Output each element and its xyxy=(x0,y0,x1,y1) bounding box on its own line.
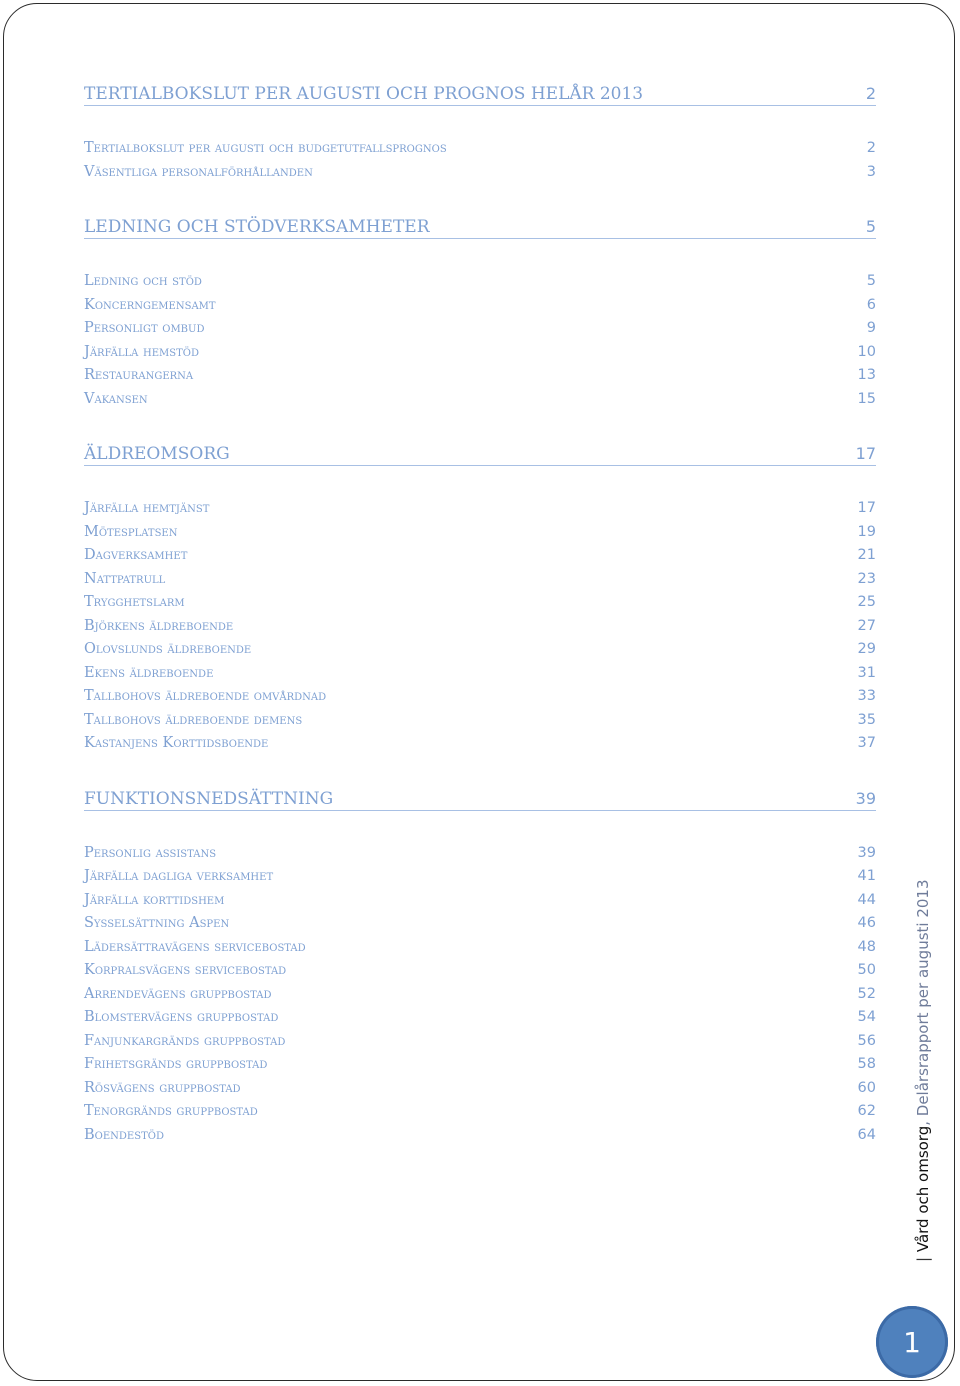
toc-entry-label: Kastanjens Korttidsboende xyxy=(84,735,269,751)
toc-section-heading[interactable] xyxy=(84,789,876,811)
toc-entry-page: 9 xyxy=(866,320,876,336)
toc-entry-page: 39 xyxy=(857,844,876,861)
toc-entry-page: 33 xyxy=(857,688,876,704)
toc-entry-label: Ekens äldreboende xyxy=(84,664,214,681)
toc-entry[interactable] xyxy=(84,1053,876,1077)
heading-spacer xyxy=(84,466,876,497)
toc-section-heading[interactable] xyxy=(84,444,876,466)
side-divider: | xyxy=(914,1256,932,1262)
toc-entry[interactable] xyxy=(84,161,876,185)
toc-entry[interactable] xyxy=(84,568,876,592)
toc-entry-page: 56 xyxy=(857,1032,876,1049)
toc-entry-label: Väsentliga personalförhållanden xyxy=(84,163,313,180)
toc-entry-label: Personlig assistans xyxy=(84,844,217,861)
toc-entry-label: Dagverksamhet xyxy=(84,547,188,563)
table-of-contents xyxy=(84,84,876,1147)
section-spacer xyxy=(84,756,876,789)
toc-entry[interactable] xyxy=(84,341,876,365)
toc-entry[interactable] xyxy=(84,1030,876,1054)
toc-section-title: ÄLDREOMSORG xyxy=(84,444,230,464)
section-spacer xyxy=(84,411,876,444)
toc-section-page: 5 xyxy=(865,217,876,236)
toc-section-heading[interactable] xyxy=(84,84,876,106)
toc-entry[interactable] xyxy=(84,1077,876,1101)
toc-entry[interactable] xyxy=(84,959,876,983)
toc-section-page: 2 xyxy=(865,84,876,103)
toc-entry-page: 46 xyxy=(857,915,876,931)
toc-entry[interactable] xyxy=(84,709,876,733)
toc-entry-page: 31 xyxy=(857,664,876,681)
page-number: 1 xyxy=(903,1325,921,1359)
toc-entry[interactable] xyxy=(84,865,876,889)
toc-entry-label: Koncerngemensamt xyxy=(84,296,216,313)
toc-entry-page: 2 xyxy=(866,140,876,156)
toc-entry-page: 10 xyxy=(857,343,876,360)
toc-entry-page: 29 xyxy=(857,641,876,657)
toc-entry-label: Arrendevägens gruppbostad xyxy=(84,985,272,1002)
toc-entry-page: 54 xyxy=(857,1009,876,1025)
toc-entry-label: Vakansen xyxy=(84,390,148,407)
toc-entry-label: Frihetsgränds gruppbostad xyxy=(84,1056,268,1072)
toc-entry[interactable] xyxy=(84,662,876,686)
toc-entry[interactable] xyxy=(84,912,876,936)
toc-entry[interactable] xyxy=(84,270,876,294)
toc-entry-label: Boendestöd xyxy=(84,1126,164,1143)
toc-entry-page: 15 xyxy=(857,390,876,407)
toc-entry-label: Blomstervägens gruppbostad xyxy=(84,1009,279,1025)
toc-entry[interactable] xyxy=(84,317,876,341)
toc-entry[interactable] xyxy=(84,388,876,412)
toc-entry-label: Rösvägens gruppbostad xyxy=(84,1079,241,1096)
toc-entry-label: Nattpatrull xyxy=(84,570,166,587)
toc-entry-page: 21 xyxy=(857,547,876,563)
toc-entry[interactable] xyxy=(84,1006,876,1030)
toc-entry-page: 58 xyxy=(857,1056,876,1072)
department-name: Vård och omsorg xyxy=(914,1125,932,1253)
toc-entry-label: Järfälla hemstöd xyxy=(84,343,199,360)
heading-spacer xyxy=(84,811,876,842)
toc-entry-label: Olovslunds äldreboende xyxy=(84,641,252,657)
toc-entry[interactable] xyxy=(84,842,876,866)
toc-entry-label: Mötesplatsen xyxy=(84,523,178,540)
toc-entry-page: 13 xyxy=(857,367,876,383)
toc-entry-page: 23 xyxy=(857,570,876,587)
page-number-badge xyxy=(876,1306,948,1378)
toc-entry[interactable] xyxy=(84,936,876,960)
toc-entry-label: Restaurangerna xyxy=(84,367,194,383)
toc-entry-label: Björkens äldreboende xyxy=(84,617,234,634)
toc-entry[interactable] xyxy=(84,521,876,545)
toc-entry[interactable] xyxy=(84,1124,876,1148)
toc-section-heading[interactable] xyxy=(84,217,876,239)
toc-entry[interactable] xyxy=(84,137,876,161)
toc-entry-page: 37 xyxy=(857,735,876,751)
toc-entry-page: 35 xyxy=(857,711,876,728)
toc-entry[interactable] xyxy=(84,591,876,615)
report-title: , Delårsrapport per augusti 2013 xyxy=(914,879,932,1126)
heading-spacer xyxy=(84,106,876,137)
toc-entry[interactable] xyxy=(84,544,876,568)
toc-entry-page: 41 xyxy=(857,868,876,884)
toc-entry[interactable] xyxy=(84,638,876,662)
toc-entry-page: 62 xyxy=(857,1103,876,1119)
toc-entry-page: 5 xyxy=(866,273,876,289)
toc-entry[interactable] xyxy=(84,889,876,913)
toc-entry[interactable] xyxy=(84,497,876,521)
toc-entry-page: 25 xyxy=(857,594,876,610)
toc-entry[interactable] xyxy=(84,685,876,709)
toc-entry-page: 19 xyxy=(857,523,876,540)
toc-entry[interactable] xyxy=(84,983,876,1007)
toc-entry-page: 48 xyxy=(857,938,876,955)
toc-section-title: LEDNING OCH STÖDVERKSAMHETER xyxy=(84,217,430,237)
toc-entry[interactable] xyxy=(84,364,876,388)
toc-entry-page: 17 xyxy=(857,500,876,516)
toc-entry-label: Lädersättravägens servicebostad xyxy=(84,938,306,955)
toc-entry-page: 6 xyxy=(866,296,876,313)
toc-entry-label: Tertialbokslut per augusti och budgetutfallsprognos xyxy=(84,140,447,156)
toc-entry-page: 52 xyxy=(857,985,876,1002)
heading-spacer xyxy=(84,239,876,270)
toc-entry-label: Tallbohovs äldreboende demens xyxy=(84,711,303,728)
toc-entry-label: Trygghetslarm xyxy=(84,594,185,610)
toc-entry-page: 44 xyxy=(857,891,876,908)
toc-entry-label: Tallbohovs äldreboende omvårdnad xyxy=(84,688,327,704)
toc-entry-label: Ledning och stöd xyxy=(84,273,202,289)
toc-entry-page: 60 xyxy=(857,1079,876,1096)
toc-section-title: TERTIALBOKSLUT PER AUGUSTI OCH PROGNOS HELÅR 2013 xyxy=(84,84,644,104)
toc-entry-label: Tenorgränds gruppbostad xyxy=(84,1103,258,1119)
toc-entry-page: 3 xyxy=(866,163,876,180)
section-spacer xyxy=(84,184,876,217)
toc-section-page: 17 xyxy=(855,444,876,463)
toc-entry[interactable] xyxy=(84,294,876,318)
toc-entry-page: 27 xyxy=(857,617,876,634)
toc-entry-label: Järfälla hemtjänst xyxy=(84,500,210,516)
toc-entry-label: Järfälla dagliga verksamhet xyxy=(84,868,274,884)
toc-entry[interactable] xyxy=(84,1100,876,1124)
toc-entry-page: 50 xyxy=(857,962,876,978)
toc-entry[interactable] xyxy=(84,615,876,639)
toc-section-title: FUNKTIONSNEDSÄTTNING xyxy=(84,788,334,809)
side-footer xyxy=(914,879,932,1262)
toc-entry[interactable] xyxy=(84,732,876,756)
toc-entry-page: 64 xyxy=(857,1126,876,1143)
toc-entry-label: Fanjunkargränds gruppbostad xyxy=(84,1032,286,1049)
toc-entry-label: Personligt ombud xyxy=(84,320,205,336)
toc-entry-label: Korpralsvägens servicebostad xyxy=(84,962,287,978)
toc-entry-label: Järfälla korttidshem xyxy=(84,891,225,908)
toc-entry-label: Sysselsättning Aspen xyxy=(84,915,230,931)
toc-section-page: 39 xyxy=(855,788,876,808)
